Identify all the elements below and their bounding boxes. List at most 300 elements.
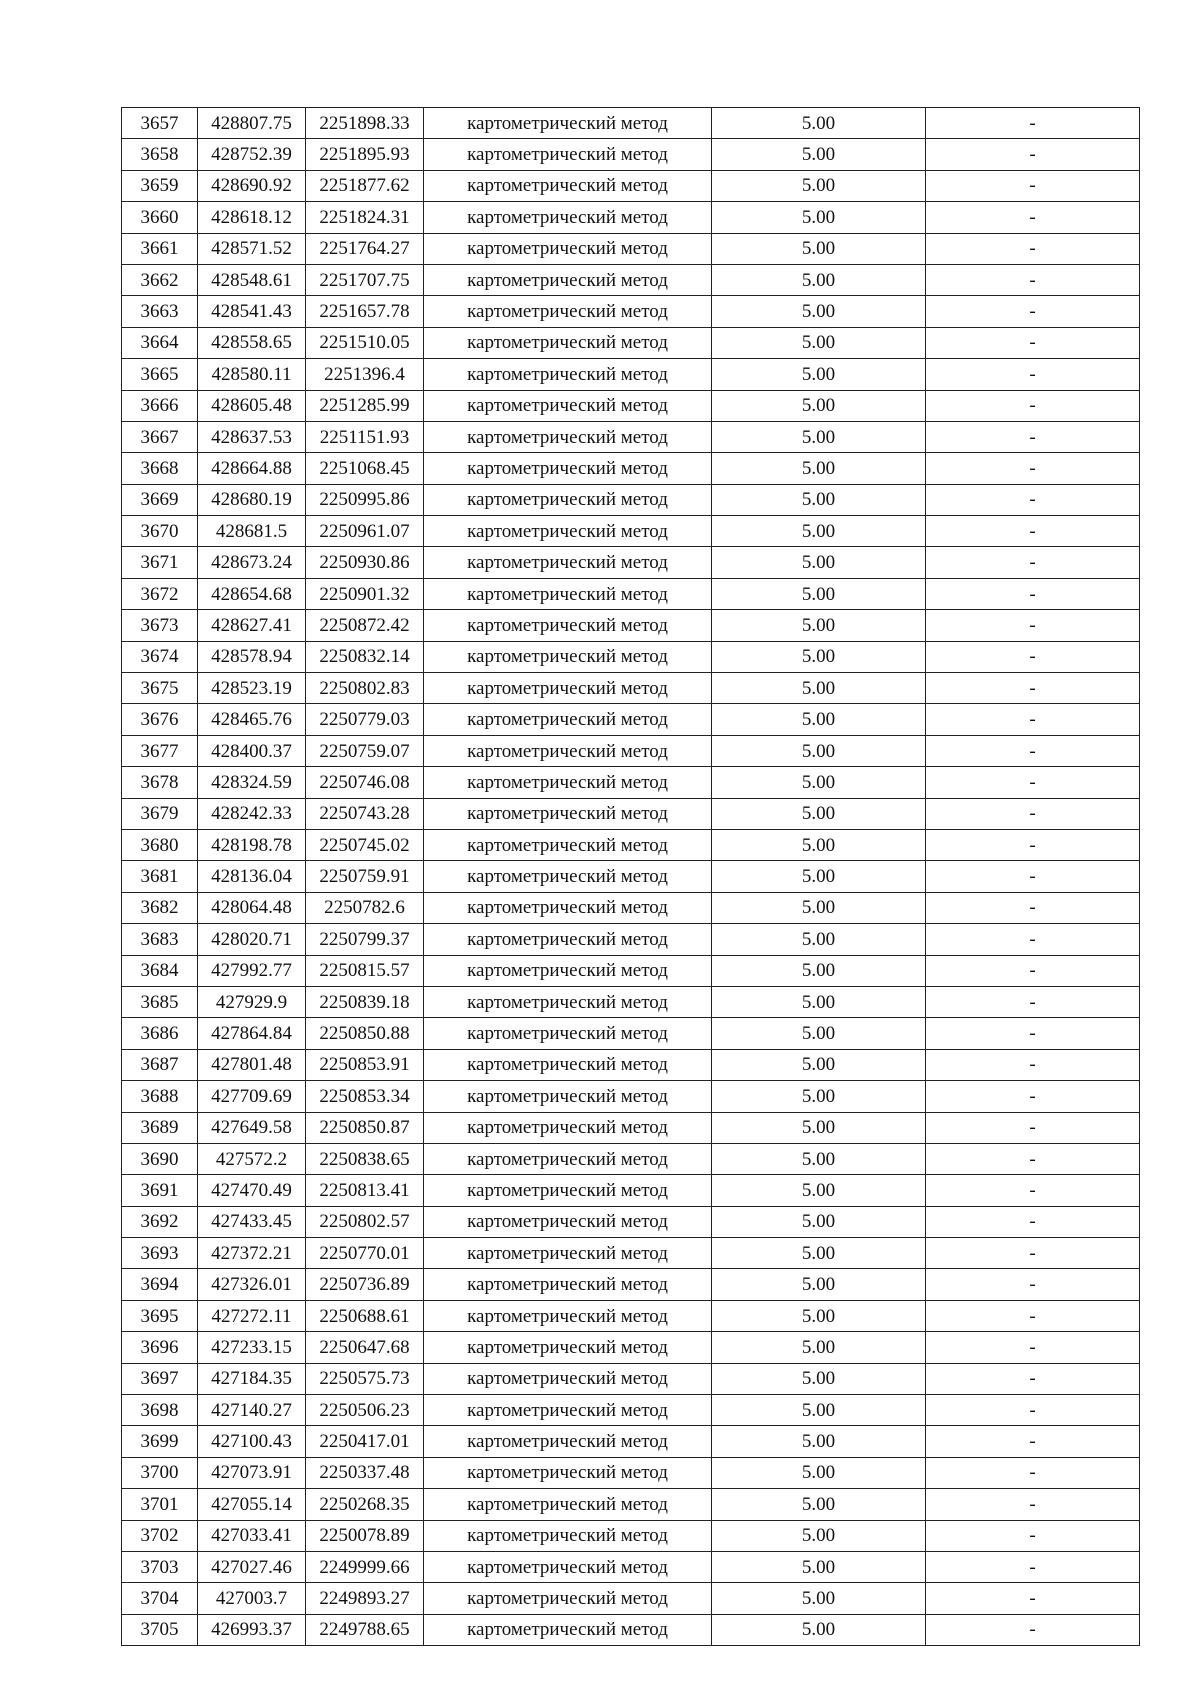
- description-cell: -: [926, 1551, 1140, 1582]
- accuracy-cell: 5.00: [712, 1551, 926, 1582]
- accuracy-cell: 5.00: [712, 359, 926, 390]
- x-coordinate-cell: 427649.58: [198, 1112, 306, 1143]
- description-cell: -: [926, 1457, 1140, 1488]
- point-number-cell: 3671: [122, 547, 198, 578]
- table-row: [122, 578, 1140, 609]
- table-row: [122, 798, 1140, 829]
- x-coordinate-cell: 428523.19: [198, 673, 306, 704]
- method-cell: картометрический метод: [424, 139, 712, 170]
- accuracy-cell: 5.00: [712, 421, 926, 452]
- method-cell: картометрический метод: [424, 767, 712, 798]
- point-number-cell: 3688: [122, 1081, 198, 1112]
- x-coordinate-cell: 427003.7: [198, 1583, 306, 1614]
- table-row: [122, 359, 1140, 390]
- accuracy-cell: 5.00: [712, 1175, 926, 1206]
- accuracy-cell: 5.00: [712, 202, 926, 233]
- description-cell: -: [926, 1520, 1140, 1551]
- description-cell: -: [926, 735, 1140, 766]
- table-row: [122, 924, 1140, 955]
- accuracy-cell: 5.00: [712, 1520, 926, 1551]
- point-number-cell: 3689: [122, 1112, 198, 1143]
- y-coordinate-cell: 2250779.03: [306, 704, 424, 735]
- y-coordinate-cell: 2250802.57: [306, 1206, 424, 1237]
- table-row: [122, 327, 1140, 358]
- table-row: [122, 1457, 1140, 1488]
- method-cell: картометрический метод: [424, 1489, 712, 1520]
- accuracy-cell: 5.00: [712, 1489, 926, 1520]
- x-coordinate-cell: 427433.45: [198, 1206, 306, 1237]
- accuracy-cell: 5.00: [712, 547, 926, 578]
- y-coordinate-cell: 2250853.91: [306, 1049, 424, 1080]
- accuracy-cell: 5.00: [712, 1426, 926, 1457]
- y-coordinate-cell: 2250417.01: [306, 1426, 424, 1457]
- y-coordinate-cell: 2250838.65: [306, 1143, 424, 1174]
- method-cell: картометрический метод: [424, 704, 712, 735]
- method-cell: картометрический метод: [424, 1269, 712, 1300]
- description-cell: -: [926, 1081, 1140, 1112]
- description-cell: -: [926, 1583, 1140, 1614]
- accuracy-cell: 5.00: [712, 516, 926, 547]
- accuracy-cell: 5.00: [712, 1583, 926, 1614]
- method-cell: картометрический метод: [424, 453, 712, 484]
- x-coordinate-cell: 428324.59: [198, 767, 306, 798]
- point-number-cell: 3682: [122, 892, 198, 923]
- y-coordinate-cell: 2251898.33: [306, 108, 424, 139]
- table-row: [122, 1112, 1140, 1143]
- description-cell: -: [926, 767, 1140, 798]
- accuracy-cell: 5.00: [712, 1395, 926, 1426]
- method-cell: картометрический метод: [424, 1300, 712, 1331]
- y-coordinate-cell: 2250832.14: [306, 641, 424, 672]
- method-cell: картометрический метод: [424, 735, 712, 766]
- y-coordinate-cell: 2251510.05: [306, 327, 424, 358]
- accuracy-cell: 5.00: [712, 1206, 926, 1237]
- x-coordinate-cell: 428064.48: [198, 892, 306, 923]
- x-coordinate-cell: 428548.61: [198, 264, 306, 295]
- method-cell: картометрический метод: [424, 892, 712, 923]
- description-cell: -: [926, 578, 1140, 609]
- description-cell: -: [926, 924, 1140, 955]
- point-number-cell: 3667: [122, 421, 198, 452]
- point-number-cell: 3701: [122, 1489, 198, 1520]
- accuracy-cell: 5.00: [712, 1081, 926, 1112]
- table-row: [122, 1614, 1140, 1645]
- table-row: [122, 1143, 1140, 1174]
- table-row: [122, 735, 1140, 766]
- point-number-cell: 3678: [122, 767, 198, 798]
- y-coordinate-cell: 2250743.28: [306, 798, 424, 829]
- description-cell: -: [926, 139, 1140, 170]
- point-number-cell: 3705: [122, 1614, 198, 1645]
- point-number-cell: 3697: [122, 1363, 198, 1394]
- point-number-cell: 3702: [122, 1520, 198, 1551]
- point-number-cell: 3692: [122, 1206, 198, 1237]
- description-cell: -: [926, 516, 1140, 547]
- table-row: [122, 1018, 1140, 1049]
- description-cell: -: [926, 264, 1140, 295]
- y-coordinate-cell: 2251396.4: [306, 359, 424, 390]
- y-coordinate-cell: 2250872.42: [306, 610, 424, 641]
- table-row: [122, 547, 1140, 578]
- y-coordinate-cell: 2250901.32: [306, 578, 424, 609]
- description-cell: -: [926, 1175, 1140, 1206]
- point-number-cell: 3668: [122, 453, 198, 484]
- x-coordinate-cell: 427184.35: [198, 1363, 306, 1394]
- point-number-cell: 3660: [122, 202, 198, 233]
- table-row: [122, 202, 1140, 233]
- accuracy-cell: 5.00: [712, 1269, 926, 1300]
- method-cell: картометрический метод: [424, 1018, 712, 1049]
- description-cell: -: [926, 202, 1140, 233]
- accuracy-cell: 5.00: [712, 986, 926, 1017]
- y-coordinate-cell: 2250759.91: [306, 861, 424, 892]
- description-cell: -: [926, 1049, 1140, 1080]
- method-cell: картометрический метод: [424, 1081, 712, 1112]
- point-number-cell: 3675: [122, 673, 198, 704]
- y-coordinate-cell: 2251877.62: [306, 170, 424, 201]
- description-cell: -: [926, 233, 1140, 264]
- method-cell: картометрический метод: [424, 578, 712, 609]
- method-cell: картометрический метод: [424, 264, 712, 295]
- point-number-cell: 3700: [122, 1457, 198, 1488]
- table-row: [122, 390, 1140, 421]
- table-row: [122, 233, 1140, 264]
- y-coordinate-cell: 2250745.02: [306, 829, 424, 860]
- point-number-cell: 3674: [122, 641, 198, 672]
- y-coordinate-cell: 2250839.18: [306, 986, 424, 1017]
- description-cell: -: [926, 986, 1140, 1017]
- x-coordinate-cell: 427027.46: [198, 1551, 306, 1582]
- description-cell: -: [926, 1363, 1140, 1394]
- x-coordinate-cell: 427709.69: [198, 1081, 306, 1112]
- y-coordinate-cell: 2250995.86: [306, 484, 424, 515]
- x-coordinate-cell: 427073.91: [198, 1457, 306, 1488]
- accuracy-cell: 5.00: [712, 170, 926, 201]
- y-coordinate-cell: 2250813.41: [306, 1175, 424, 1206]
- description-cell: -: [926, 704, 1140, 735]
- table-row: [122, 1551, 1140, 1582]
- table-row: [122, 1175, 1140, 1206]
- description-cell: -: [926, 955, 1140, 986]
- y-coordinate-cell: 2251895.93: [306, 139, 424, 170]
- description-cell: -: [926, 1143, 1140, 1174]
- table-row: [122, 767, 1140, 798]
- x-coordinate-cell: 428571.52: [198, 233, 306, 264]
- point-number-cell: 3686: [122, 1018, 198, 1049]
- x-coordinate-cell: 427033.41: [198, 1520, 306, 1551]
- accuracy-cell: 5.00: [712, 673, 926, 704]
- table-row: [122, 421, 1140, 452]
- table-row: [122, 1332, 1140, 1363]
- x-coordinate-cell: 427929.9: [198, 986, 306, 1017]
- point-number-cell: 3685: [122, 986, 198, 1017]
- point-number-cell: 3693: [122, 1238, 198, 1269]
- x-coordinate-cell: 427326.01: [198, 1269, 306, 1300]
- point-number-cell: 3690: [122, 1143, 198, 1174]
- accuracy-cell: 5.00: [712, 1332, 926, 1363]
- y-coordinate-cell: 2250575.73: [306, 1363, 424, 1394]
- y-coordinate-cell: 2251824.31: [306, 202, 424, 233]
- x-coordinate-cell: 428558.65: [198, 327, 306, 358]
- method-cell: картометрический метод: [424, 327, 712, 358]
- description-cell: -: [926, 108, 1140, 139]
- table-row: [122, 1395, 1140, 1426]
- table-row: [122, 1081, 1140, 1112]
- x-coordinate-cell: 427470.49: [198, 1175, 306, 1206]
- x-coordinate-cell: 427233.15: [198, 1332, 306, 1363]
- x-coordinate-cell: 426993.37: [198, 1614, 306, 1645]
- y-coordinate-cell: 2250078.89: [306, 1520, 424, 1551]
- accuracy-cell: 5.00: [712, 264, 926, 295]
- y-coordinate-cell: 2250647.68: [306, 1332, 424, 1363]
- method-cell: картометрический метод: [424, 1395, 712, 1426]
- method-cell: картометрический метод: [424, 1551, 712, 1582]
- table-row: [122, 453, 1140, 484]
- x-coordinate-cell: 428541.43: [198, 296, 306, 327]
- table-row: [122, 986, 1140, 1017]
- x-coordinate-cell: 428465.76: [198, 704, 306, 735]
- x-coordinate-cell: 428605.48: [198, 390, 306, 421]
- accuracy-cell: 5.00: [712, 108, 926, 139]
- method-cell: картометрический метод: [424, 202, 712, 233]
- accuracy-cell: 5.00: [712, 578, 926, 609]
- method-cell: картометрический метод: [424, 955, 712, 986]
- x-coordinate-cell: 427272.11: [198, 1300, 306, 1331]
- point-number-cell: 3679: [122, 798, 198, 829]
- accuracy-cell: 5.00: [712, 1614, 926, 1645]
- point-number-cell: 3684: [122, 955, 198, 986]
- description-cell: -: [926, 390, 1140, 421]
- description-cell: -: [926, 170, 1140, 201]
- point-number-cell: 3677: [122, 735, 198, 766]
- table-row: [122, 1206, 1140, 1237]
- y-coordinate-cell: 2250815.57: [306, 955, 424, 986]
- y-coordinate-cell: 2250850.88: [306, 1018, 424, 1049]
- table-row: [122, 1269, 1140, 1300]
- x-coordinate-cell: 427140.27: [198, 1395, 306, 1426]
- x-coordinate-cell: 428690.92: [198, 170, 306, 201]
- accuracy-cell: 5.00: [712, 955, 926, 986]
- method-cell: картометрический метод: [424, 108, 712, 139]
- table-row: [122, 1049, 1140, 1080]
- accuracy-cell: 5.00: [712, 735, 926, 766]
- method-cell: картометрический метод: [424, 1332, 712, 1363]
- point-number-cell: 3698: [122, 1395, 198, 1426]
- method-cell: картометрический метод: [424, 547, 712, 578]
- method-cell: картометрический метод: [424, 673, 712, 704]
- description-cell: -: [926, 453, 1140, 484]
- method-cell: картометрический метод: [424, 986, 712, 1017]
- method-cell: картометрический метод: [424, 1520, 712, 1551]
- x-coordinate-cell: 428020.71: [198, 924, 306, 955]
- method-cell: картометрический метод: [424, 1457, 712, 1488]
- table-row: [122, 1489, 1140, 1520]
- accuracy-cell: 5.00: [712, 1143, 926, 1174]
- accuracy-cell: 5.00: [712, 1238, 926, 1269]
- description-cell: -: [926, 1300, 1140, 1331]
- x-coordinate-cell: 428637.53: [198, 421, 306, 452]
- y-coordinate-cell: 2251068.45: [306, 453, 424, 484]
- method-cell: картометрический метод: [424, 1238, 712, 1269]
- point-number-cell: 3657: [122, 108, 198, 139]
- method-cell: картометрический метод: [424, 1175, 712, 1206]
- accuracy-cell: 5.00: [712, 798, 926, 829]
- method-cell: картометрический метод: [424, 1614, 712, 1645]
- point-number-cell: 3666: [122, 390, 198, 421]
- accuracy-cell: 5.00: [712, 296, 926, 327]
- table-row: [122, 861, 1140, 892]
- y-coordinate-cell: 2250850.87: [306, 1112, 424, 1143]
- description-cell: -: [926, 1206, 1140, 1237]
- x-coordinate-cell: 428654.68: [198, 578, 306, 609]
- method-cell: картометрический метод: [424, 390, 712, 421]
- point-number-cell: 3681: [122, 861, 198, 892]
- table-row: [122, 296, 1140, 327]
- x-coordinate-cell: 428618.12: [198, 202, 306, 233]
- method-cell: картометрический метод: [424, 1049, 712, 1080]
- point-number-cell: 3699: [122, 1426, 198, 1457]
- description-cell: -: [926, 861, 1140, 892]
- description-cell: -: [926, 673, 1140, 704]
- description-cell: -: [926, 1238, 1140, 1269]
- y-coordinate-cell: 2251764.27: [306, 233, 424, 264]
- y-coordinate-cell: 2249893.27: [306, 1583, 424, 1614]
- y-coordinate-cell: 2250688.61: [306, 1300, 424, 1331]
- x-coordinate-cell: 428198.78: [198, 829, 306, 860]
- description-cell: -: [926, 359, 1140, 390]
- method-cell: картометрический метод: [424, 484, 712, 515]
- accuracy-cell: 5.00: [712, 610, 926, 641]
- description-cell: -: [926, 484, 1140, 515]
- y-coordinate-cell: 2250268.35: [306, 1489, 424, 1520]
- method-cell: картометрический метод: [424, 1206, 712, 1237]
- y-coordinate-cell: 2251151.93: [306, 421, 424, 452]
- table-row: [122, 1520, 1140, 1551]
- table-row: [122, 892, 1140, 923]
- table-row: [122, 1363, 1140, 1394]
- x-coordinate-cell: 428673.24: [198, 547, 306, 578]
- method-cell: картометрический метод: [424, 1363, 712, 1394]
- accuracy-cell: 5.00: [712, 390, 926, 421]
- x-coordinate-cell: 427992.77: [198, 955, 306, 986]
- x-coordinate-cell: 428578.94: [198, 641, 306, 672]
- x-coordinate-cell: 428752.39: [198, 139, 306, 170]
- accuracy-cell: 5.00: [712, 484, 926, 515]
- table-row: [122, 1583, 1140, 1614]
- method-cell: картометрический метод: [424, 641, 712, 672]
- table-row: [122, 1300, 1140, 1331]
- description-cell: -: [926, 892, 1140, 923]
- point-number-cell: 3691: [122, 1175, 198, 1206]
- table-row: [122, 170, 1140, 201]
- method-cell: картометрический метод: [424, 421, 712, 452]
- x-coordinate-cell: 428664.88: [198, 453, 306, 484]
- description-cell: -: [926, 327, 1140, 358]
- table-row: [122, 829, 1140, 860]
- y-coordinate-cell: 2251285.99: [306, 390, 424, 421]
- x-coordinate-cell: 428400.37: [198, 735, 306, 766]
- table-row: [122, 610, 1140, 641]
- accuracy-cell: 5.00: [712, 704, 926, 735]
- method-cell: картометрический метод: [424, 1583, 712, 1614]
- accuracy-cell: 5.00: [712, 1300, 926, 1331]
- method-cell: картометрический метод: [424, 233, 712, 264]
- accuracy-cell: 5.00: [712, 139, 926, 170]
- point-number-cell: 3662: [122, 264, 198, 295]
- method-cell: картометрический метод: [424, 296, 712, 327]
- description-cell: -: [926, 829, 1140, 860]
- point-number-cell: 3696: [122, 1332, 198, 1363]
- accuracy-cell: 5.00: [712, 1112, 926, 1143]
- point-number-cell: 3703: [122, 1551, 198, 1582]
- method-cell: картометрический метод: [424, 829, 712, 860]
- x-coordinate-cell: 427055.14: [198, 1489, 306, 1520]
- y-coordinate-cell: 2250802.83: [306, 673, 424, 704]
- x-coordinate-cell: 428242.33: [198, 798, 306, 829]
- point-number-cell: 3661: [122, 233, 198, 264]
- accuracy-cell: 5.00: [712, 829, 926, 860]
- accuracy-cell: 5.00: [712, 767, 926, 798]
- description-cell: -: [926, 1395, 1140, 1426]
- x-coordinate-cell: 428681.5: [198, 516, 306, 547]
- point-number-cell: 3664: [122, 327, 198, 358]
- y-coordinate-cell: 2250759.07: [306, 735, 424, 766]
- y-coordinate-cell: 2250337.48: [306, 1457, 424, 1488]
- y-coordinate-cell: 2251707.75: [306, 264, 424, 295]
- point-number-cell: 3665: [122, 359, 198, 390]
- y-coordinate-cell: 2251657.78: [306, 296, 424, 327]
- description-cell: -: [926, 1614, 1140, 1645]
- method-cell: картометрический метод: [424, 610, 712, 641]
- table-row: [122, 641, 1140, 672]
- method-cell: картометрический метод: [424, 516, 712, 547]
- y-coordinate-cell: 2250853.34: [306, 1081, 424, 1112]
- point-number-cell: 3676: [122, 704, 198, 735]
- point-number-cell: 3670: [122, 516, 198, 547]
- accuracy-cell: 5.00: [712, 327, 926, 358]
- description-cell: -: [926, 610, 1140, 641]
- table-row: [122, 108, 1140, 139]
- point-number-cell: 3687: [122, 1049, 198, 1080]
- point-number-cell: 3680: [122, 829, 198, 860]
- x-coordinate-cell: 427100.43: [198, 1426, 306, 1457]
- method-cell: картометрический метод: [424, 861, 712, 892]
- method-cell: картометрический метод: [424, 798, 712, 829]
- accuracy-cell: 5.00: [712, 892, 926, 923]
- accuracy-cell: 5.00: [712, 1049, 926, 1080]
- x-coordinate-cell: 427801.48: [198, 1049, 306, 1080]
- table-row: [122, 484, 1140, 515]
- table-row: [122, 264, 1140, 295]
- description-cell: -: [926, 1332, 1140, 1363]
- y-coordinate-cell: 2250782.6: [306, 892, 424, 923]
- description-cell: -: [926, 798, 1140, 829]
- accuracy-cell: 5.00: [712, 641, 926, 672]
- accuracy-cell: 5.00: [712, 861, 926, 892]
- table-row: [122, 139, 1140, 170]
- method-cell: картометрический метод: [424, 1426, 712, 1457]
- description-cell: -: [926, 1269, 1140, 1300]
- method-cell: картометрический метод: [424, 1143, 712, 1174]
- accuracy-cell: 5.00: [712, 1363, 926, 1394]
- accuracy-cell: 5.00: [712, 924, 926, 955]
- point-number-cell: 3669: [122, 484, 198, 515]
- point-number-cell: 3673: [122, 610, 198, 641]
- coordinates-table-body: [122, 108, 1140, 1646]
- description-cell: -: [926, 1489, 1140, 1520]
- accuracy-cell: 5.00: [712, 1018, 926, 1049]
- point-number-cell: 3704: [122, 1583, 198, 1614]
